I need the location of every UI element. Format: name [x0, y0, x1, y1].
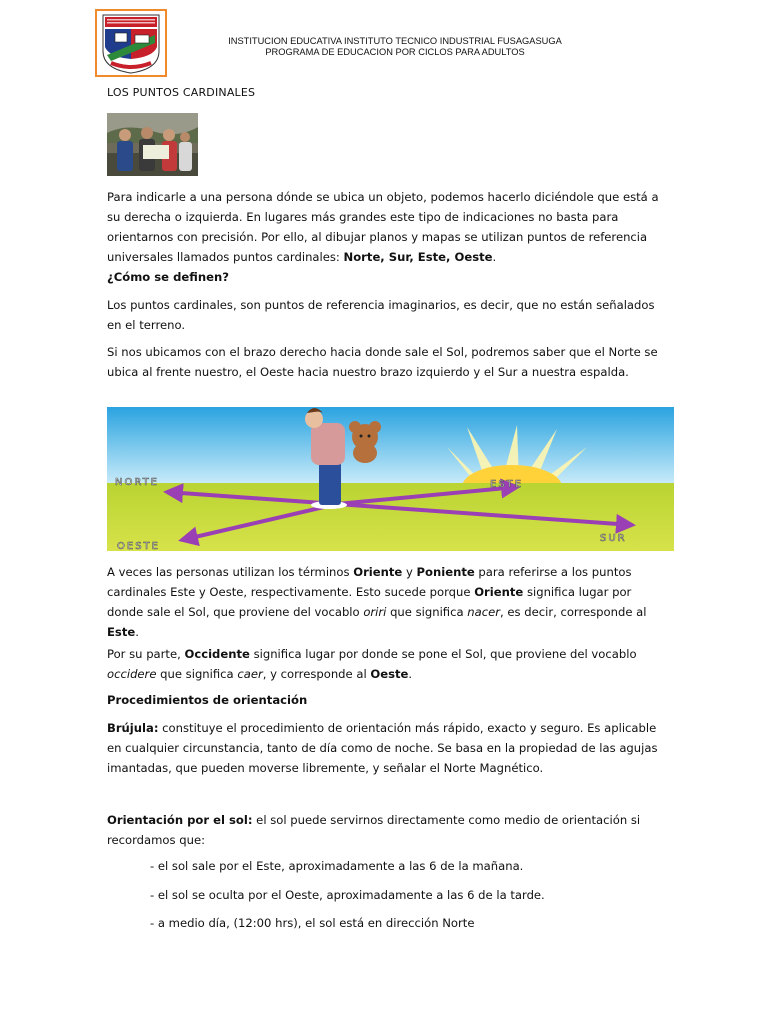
oriente-paragraph: A veces las personas utilizan los términos Oriente y Poniente para referirse a los puntos cardinales Este y Oeste, respectivamente. Esto sucede porque Oriente significa lugar por donde sale el Sol, que proviene del vocablo oriri que significa nacer, es decir, corresponde al Este. — [107, 565, 647, 639]
people-with-map-photo — [107, 113, 198, 176]
sun-orientation-paragraph: Orientación por el sol: el sol puede servirnos directamente como medio de orientación si recordamos que: — [107, 813, 641, 847]
list-item: - a medio día, (12:00 hrs), el sol está en dirección Norte — [150, 916, 475, 930]
school-logo — [95, 9, 167, 77]
brujula-paragraph: Brújula: constituye el procedimiento de orientación más rápido, exacto y seguro. Es aplicable en cualquier circunstancia, tanto de día como de noche. Se basa en la propiedad de las agujas imantadas, que pueden moverse libremente, y señalar el Norte Magnético. — [107, 721, 658, 775]
institution-header — [170, 36, 620, 57]
institution-name: INSTITUCION EDUCATIVA INSTITUTO TECNICO INDUSTRIAL FUSAGASUGA — [228, 36, 562, 46]
intro-paragraph: Para indicarle a una persona dónde se ubica un objeto, podemos hacerlo diciéndole que está a su derecha o izquierda. En lugares más grandes este tipo de indicaciones no basta para orientarnos con precisión. Por ello, al dibujar planos y mapas se utilizan puntos de referencia universales llamados puntos cardinales: Norte, Sur, Este, Oeste. — [107, 190, 659, 264]
orientation-paragraph: Si nos ubicamos con el brazo derecho hacia donde sale el Sol, podremos saber que el Norte se ubica al frente nuestro, el Oeste hacia nuestro brazo izquierdo y el Sur a nuestra espalda. — [107, 345, 658, 379]
list-item: - el sol sale por el Este, aproximadamente a las 6 de la mañana. — [150, 859, 524, 873]
label-sur: SUR — [600, 533, 627, 544]
label-este: ESTE — [490, 479, 524, 490]
page-title: LOS PUNTOS CARDINALES — [107, 86, 256, 99]
procedures-heading: Procedimientos de orientación — [107, 693, 308, 707]
list-item: - el sol se oculta por el Oeste, aproximadamente a las 6 de la tarde. — [150, 888, 545, 902]
definition-heading: ¿Cómo se definen? — [107, 270, 229, 284]
program-name: PROGRAMA DE EDUCACION POR CICLOS PARA ADULTOS — [265, 46, 525, 57]
cardinal-points-illustration — [107, 407, 674, 551]
label-norte: NORTE — [115, 477, 159, 488]
school-crest-icon — [97, 11, 165, 75]
label-oeste: OESTE — [117, 541, 160, 551]
occidente-paragraph: Por su parte, Occidente significa lugar por donde se pone el Sol, que proviene del vocablo occidere que significa caer, y corresponde al Oeste. — [107, 647, 637, 681]
definition-paragraph: Los puntos cardinales, son puntos de referencia imaginarios, es decir, que no están señalados en el terreno. — [107, 298, 655, 332]
